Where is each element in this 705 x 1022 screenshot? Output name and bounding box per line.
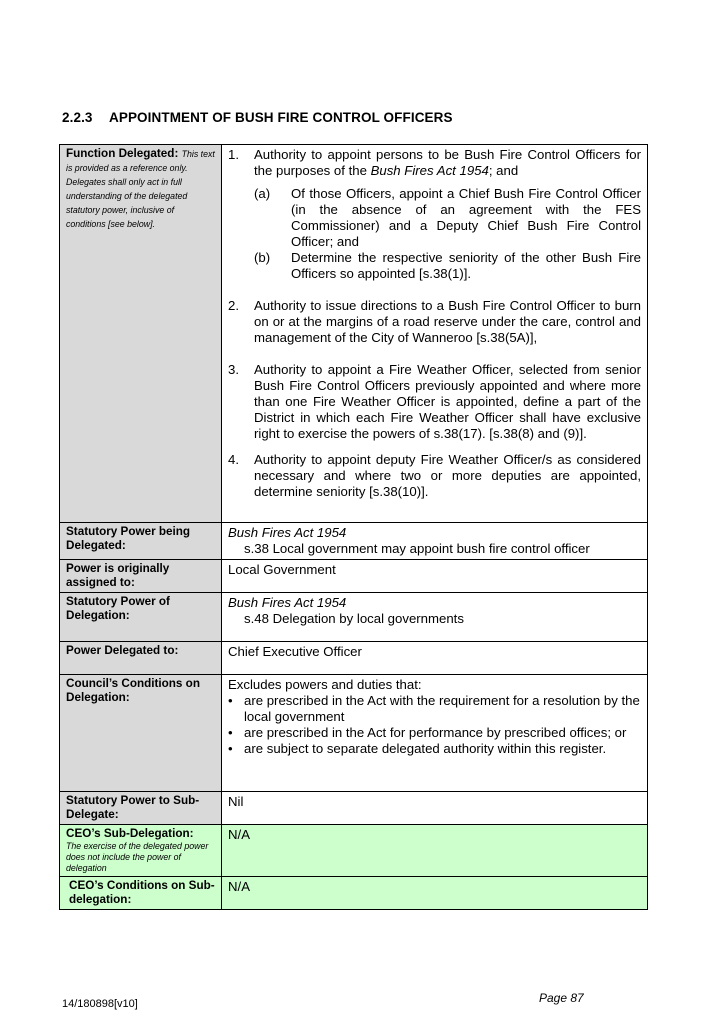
item-number: 2.: [228, 298, 239, 313]
page-number: Page 87: [539, 991, 584, 1005]
council-conditions-value: [222, 675, 648, 792]
act-name: Bush Fires Act 1954: [228, 525, 347, 540]
subitem-text: Of those Officers, appoint a Chief Bush Fire Control Officer (in the absence of an agreement with the FES Commissioner) and a Deputy Chief Bush Fire Control Officer; and: [291, 186, 641, 249]
item-number: 4.: [228, 452, 239, 467]
condition-bullet: [228, 693, 641, 725]
condition-bullet: [228, 741, 641, 757]
ceo-conditions-label: CEO’s Conditions on Sub-delegation:: [60, 877, 222, 910]
sub-delegate-label: Statutory Power to Sub-Delegate:: [60, 792, 222, 825]
item-number: 1.: [228, 147, 239, 162]
function-item-3: [228, 362, 641, 442]
delegated-to-label: Power Delegated to:: [60, 642, 222, 675]
row-ceo-sub-delegation: [60, 825, 648, 877]
item-number: 3.: [228, 362, 239, 377]
row-function-delegated: [60, 145, 648, 523]
subitem-letter: (a): [254, 186, 271, 201]
row-ceo-conditions: [60, 877, 648, 910]
ceo-sub-delegation-note: The exercise of the delegated power does not include the power of delegation: [66, 841, 209, 873]
function-item-4: [228, 452, 641, 500]
sub-delegate-value: Nil: [222, 792, 648, 825]
power-of-delegation-label: Statutory Power of Delegation:: [60, 593, 222, 642]
row-power-of-delegation: [60, 593, 648, 642]
row-sub-delegate: [60, 792, 648, 825]
section-number: 2.2.3: [62, 110, 93, 125]
row-assigned-to: [60, 560, 648, 593]
condition-text: are subject to separate delegated authority within this register.: [244, 741, 607, 756]
statutory-power-value: [222, 523, 648, 560]
item-text: Authority to issue directions to a Bush Fire Control Officer to burn on or at the margins of a road reserve under the care, control and management of the City of Wanneroo [s.38(5A)],: [254, 298, 641, 345]
item-text-end: ; and: [488, 163, 519, 178]
ceo-sub-delegation-label: CEO’s Sub-Delegation:: [66, 827, 194, 840]
subitem-text: Determine the respective seniority of the other Bush Fire Officers so appointed [s.38(1)].: [291, 250, 641, 281]
section-text: s.48 Delegation by local governments: [244, 611, 464, 626]
ceo-conditions-value: N/A: [222, 877, 648, 910]
act-name: Bush Fires Act 1954: [228, 595, 347, 610]
document-reference: 14/180898[v10]: [62, 998, 138, 1010]
condition-bullet: [228, 725, 641, 741]
function-delegated-note: This text is provided as a reference only. Delegates shall only act in full understanding of the delegated statutory power, inclusive of conditions [see below].: [66, 149, 215, 229]
condition-text: are prescribed in the Act with the requirement for a resolution by the local government: [244, 693, 640, 724]
item-text: Authority to appoint persons to be Bush Fire Control Officers for the purposes of the: [254, 147, 641, 178]
subitem-letter: (b): [254, 250, 271, 265]
council-conditions-label: Council’s Conditions on Delegation:: [60, 675, 222, 792]
ceo-sub-delegation-value: N/A: [222, 825, 648, 877]
function-delegated-value: [222, 145, 648, 523]
function-item-1: [228, 147, 641, 179]
section-text: s.38 Local government may appoint bush fire control officer: [244, 541, 590, 556]
bullet-icon: •: [228, 693, 233, 708]
section-title: APPOINTMENT OF BUSH FIRE CONTROL OFFICERS: [109, 110, 453, 125]
function-subitem-a: [254, 186, 641, 250]
row-statutory-power: [60, 523, 648, 560]
assigned-to-label: Power is originally assigned to:: [60, 560, 222, 593]
row-council-conditions: [60, 675, 648, 792]
bullet-icon: •: [228, 725, 233, 740]
row-delegated-to: [60, 642, 648, 675]
bullet-icon: •: [228, 741, 233, 756]
function-delegated-label: Function Delegated:: [66, 147, 179, 160]
function-item-2: [228, 298, 641, 346]
item-text: Authority to appoint deputy Fire Weather Officer/s as considered necessary and where two or more deputies are appointed, determine seniority [s.38(10)].: [254, 452, 641, 499]
assigned-to-value: Local Government: [222, 560, 648, 593]
function-delegated-label-cell: [60, 145, 222, 523]
condition-text: are prescribed in the Act for performance by prescribed offices; or: [244, 725, 627, 740]
section-heading: [62, 110, 453, 125]
statutory-power-label: Statutory Power being Delegated:: [60, 523, 222, 560]
ceo-sub-delegation-label-cell: [60, 825, 222, 877]
item-text: Authority to appoint a Fire Weather Officer, selected from senior Bush Fire Control Officers previously appointed and where more than one Fire Weather Officer is appointed, define a part of the District in which each Fire Weather Officer shall have exclusive right to exercise the powers of s.38(17). [s.38(8) and (9)].: [254, 362, 641, 441]
delegation-table: [59, 144, 648, 910]
conditions-intro: Excludes powers and duties that:: [228, 677, 422, 692]
function-subitem-b: [254, 250, 641, 282]
act-name: Bush Fires Act 1954: [370, 163, 489, 178]
power-of-delegation-value: [222, 593, 648, 642]
delegated-to-value: Chief Executive Officer: [222, 642, 648, 675]
